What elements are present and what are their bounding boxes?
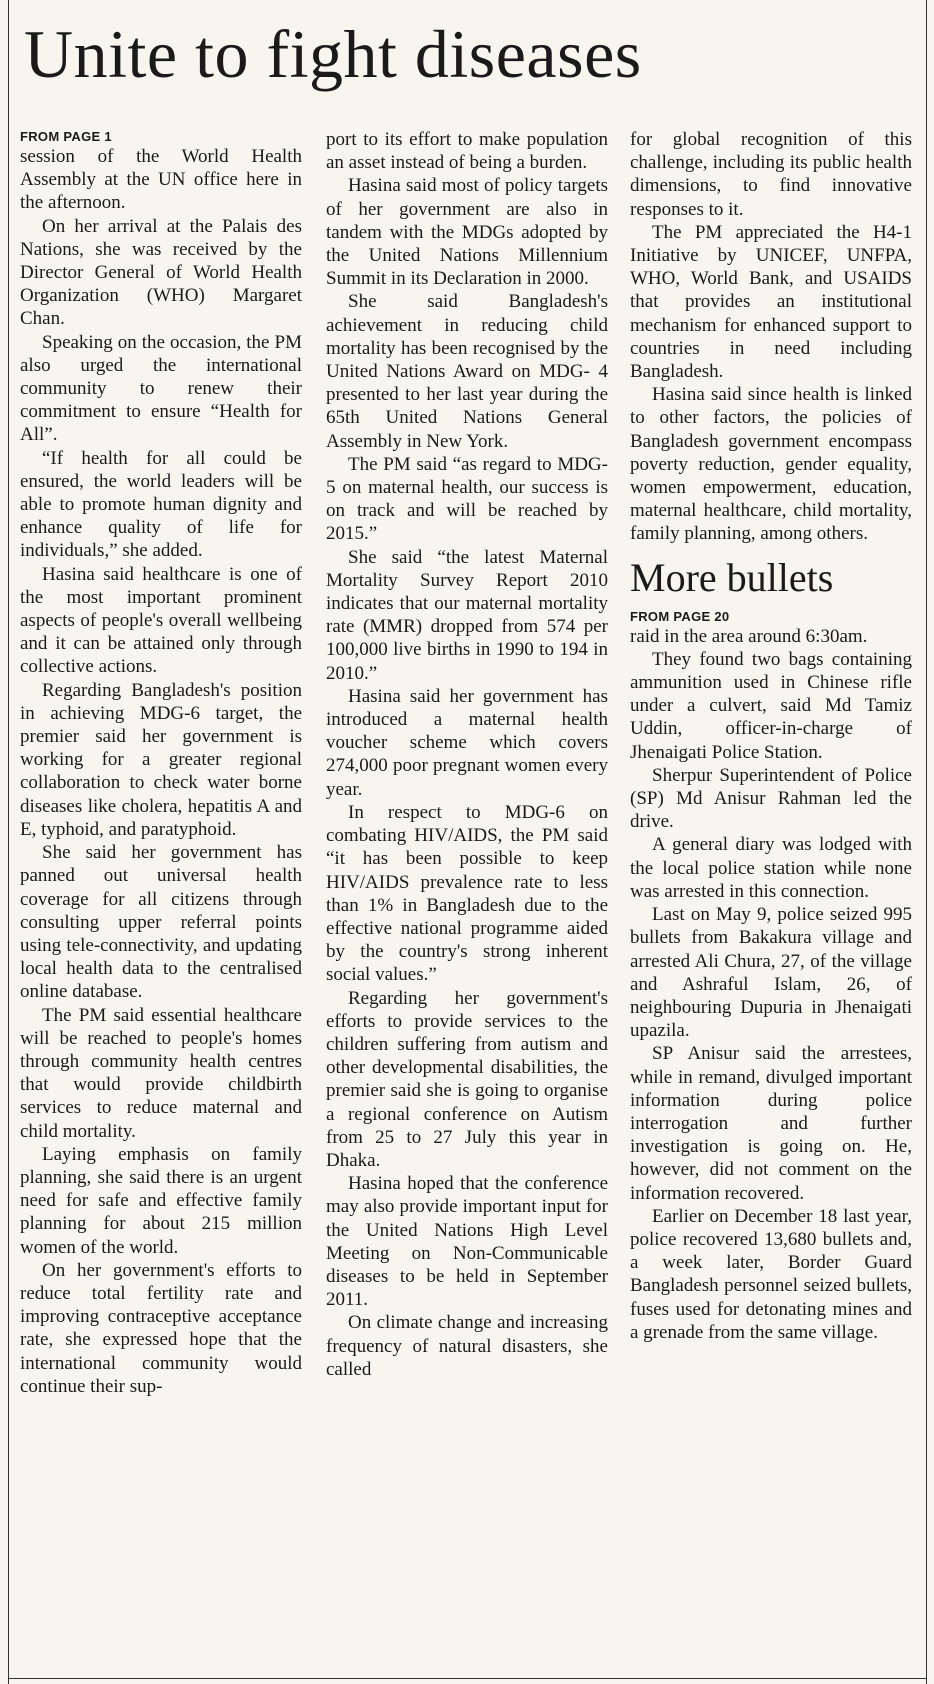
article-paragraph: Hasina said most of policy targets of her government are also in tandem with the MDGs adopted by the United Nations Millennium Summit in its Declaration in 2000. bbox=[326, 175, 608, 290]
article-paragraph: In respect to MDG-6 on combating HIV/AIDS, the PM said “it has been possible to keep HIV/AIDS prevalence rate to less than 1% in Bangladesh due to the effective national programme aided by the country's strong inherent social values.” bbox=[326, 801, 608, 986]
article-paragraph: Hasina said since health is linked to other factors, the policies of Bangladesh government encompass poverty reduction, gender equality, women empowerment, education, maternal healthcare, child mortality, family planning, among others. bbox=[630, 384, 912, 545]
article-column-2 bbox=[326, 128, 608, 1381]
article-paragraph: A general diary was lodged with the local police station while none was arrested in this connection. bbox=[630, 834, 912, 902]
article-paragraph: The PM said essential healthcare will be reached to people's homes through community health centres that would provide childbirth services to reduce maternal and child mortality. bbox=[20, 1004, 302, 1142]
story1-continuation bbox=[630, 128, 912, 546]
article-paragraph: Hasina hoped that the conference may also provide important input for the United Nations High Level Meeting on Non-Communicable diseases to be held in September 2011. bbox=[326, 1173, 608, 1311]
article-paragraph: Regarding Bangladesh's position in achieving MDG-6 target, the premier said her government is working for a greater regional collaboration to check water borne diseases like cholera, hepatitis A and E, typhoid, and paratyphoid. bbox=[20, 679, 302, 840]
story2-body bbox=[630, 625, 912, 1344]
article-paragraph: Regarding her government's efforts to provide services to the children suffering from autism and other developmental disabilities, the premier said she is going to organise a regional conference on Autism from 25 to 27 July this year in Dhaka. bbox=[326, 987, 608, 1171]
right-column-rule bbox=[926, 0, 927, 1684]
article-paragraph: “If health for all could be ensured, the world leaders will be able to promote human dignity and enhance quality of life for individuals,” she added. bbox=[20, 447, 302, 562]
article-paragraph: She said her government has panned out universal health coverage for all citizens through consulting upper referral points using tele-connectivity, and updating local health data to the centralised online database. bbox=[20, 842, 302, 1003]
main-headline: Unite to fight diseases bbox=[24, 16, 642, 92]
article-paragraph: Last on May 9, police seized 995 bullets from Bakakura village and arrested Ali Chura, 27, of the village and Ashraful Islam, 26, of neighbouring Dupuria in Jhenaigati upazila. bbox=[630, 904, 912, 1042]
secondary-headline: More bullets bbox=[630, 554, 834, 600]
article-paragraph: session of the World Health Assembly at the UN office here in the afternoon. bbox=[20, 146, 302, 214]
article-paragraph: They found two bags containing ammunition used in Chinese rifle under a culvert, said Md Tamiz Uddin, officer-in-charge of Jhenaigati Police Station. bbox=[630, 648, 912, 763]
article-column-1 bbox=[20, 128, 302, 1398]
jump-line-from-page-1: FROM PAGE 1 bbox=[20, 129, 112, 144]
article-paragraph: The PM appreciated the H4-1 Initiative by UNICEF, UNFPA, WHO, World Bank, and USAIDS that provides an institutional mechanism for enhanced support to countries in need including Bangladesh. bbox=[630, 221, 912, 383]
article-column-3 bbox=[630, 128, 912, 1344]
jump-line-from-page-20: FROM PAGE 20 bbox=[630, 608, 730, 624]
bottom-rule bbox=[8, 1678, 926, 1679]
article-paragraph: Earlier on December 18 last year, police recovered 13,680 bullets and, a week later, Border Guard Bangladesh personnel seized bullets, fuses used for detonating mines and a grenade from the same village. bbox=[630, 1205, 912, 1343]
left-column-rule bbox=[8, 0, 9, 1684]
article-paragraph: for global recognition of this challenge, including its public health dimensions, to find innovative responses to it. bbox=[630, 129, 912, 220]
article-paragraph: raid in the area around 6:30am. bbox=[630, 625, 868, 647]
article-paragraph: port to its effort to make population an asset instead of being a burden. bbox=[326, 129, 608, 174]
article-paragraph: She said “the latest Maternal Mortality Survey Report 2010 indicates that our maternal mortality rate (MMR) dropped from 574 per 100,000 live births in 1990 to 194 in 2010.” bbox=[326, 546, 608, 684]
article-paragraph: On her government's efforts to reduce total fertility rate and improving contraceptive acceptance rate, she expressed hope that the international community would continue their sup- bbox=[20, 1259, 302, 1397]
article-paragraph: Hasina said healthcare is one of the most important prominent aspects of people's overall wellbeing and it can be attained only through collective actions. bbox=[20, 563, 302, 678]
article-paragraph: The PM said “as regard to MDG-5 on maternal health, our success is on track and will be reached by 2015.” bbox=[326, 453, 608, 545]
article-paragraph: Speaking on the occasion, the PM also urged the international community to renew their commitment to ensure “Health for All”. bbox=[20, 331, 302, 446]
article-paragraph: On her arrival at the Palais des Nations, she was received by the Director General of World Health Organization (WHO) Margaret Chan. bbox=[20, 215, 302, 330]
article-paragraph: SP Anisur said the arrestees, while in remand, divulged important information during police interrogation and further investigation is going on. He, however, did not comment on the information recovered. bbox=[630, 1043, 912, 1204]
article-paragraph: She said Bangladesh's achievement in reducing child mortality has been recognised by the United Nations Award on MDG- 4 presented to her last year during the 65th United Nations General Assembly in New York. bbox=[326, 291, 608, 452]
article-paragraph: Laying emphasis on family planning, she said there is an urgent need for safe and effective family planning for about 215 million women of the world. bbox=[20, 1143, 302, 1258]
article-paragraph: Hasina said her government has introduced a maternal health voucher scheme which covers 274,000 poor pregnant women every year. bbox=[326, 685, 608, 800]
article-paragraph: Sherpur Superintendent of Police (SP) Md Anisur Rahman led the drive. bbox=[630, 764, 912, 833]
article-paragraph: On climate change and increasing frequency of natural disasters, she called bbox=[326, 1312, 608, 1380]
